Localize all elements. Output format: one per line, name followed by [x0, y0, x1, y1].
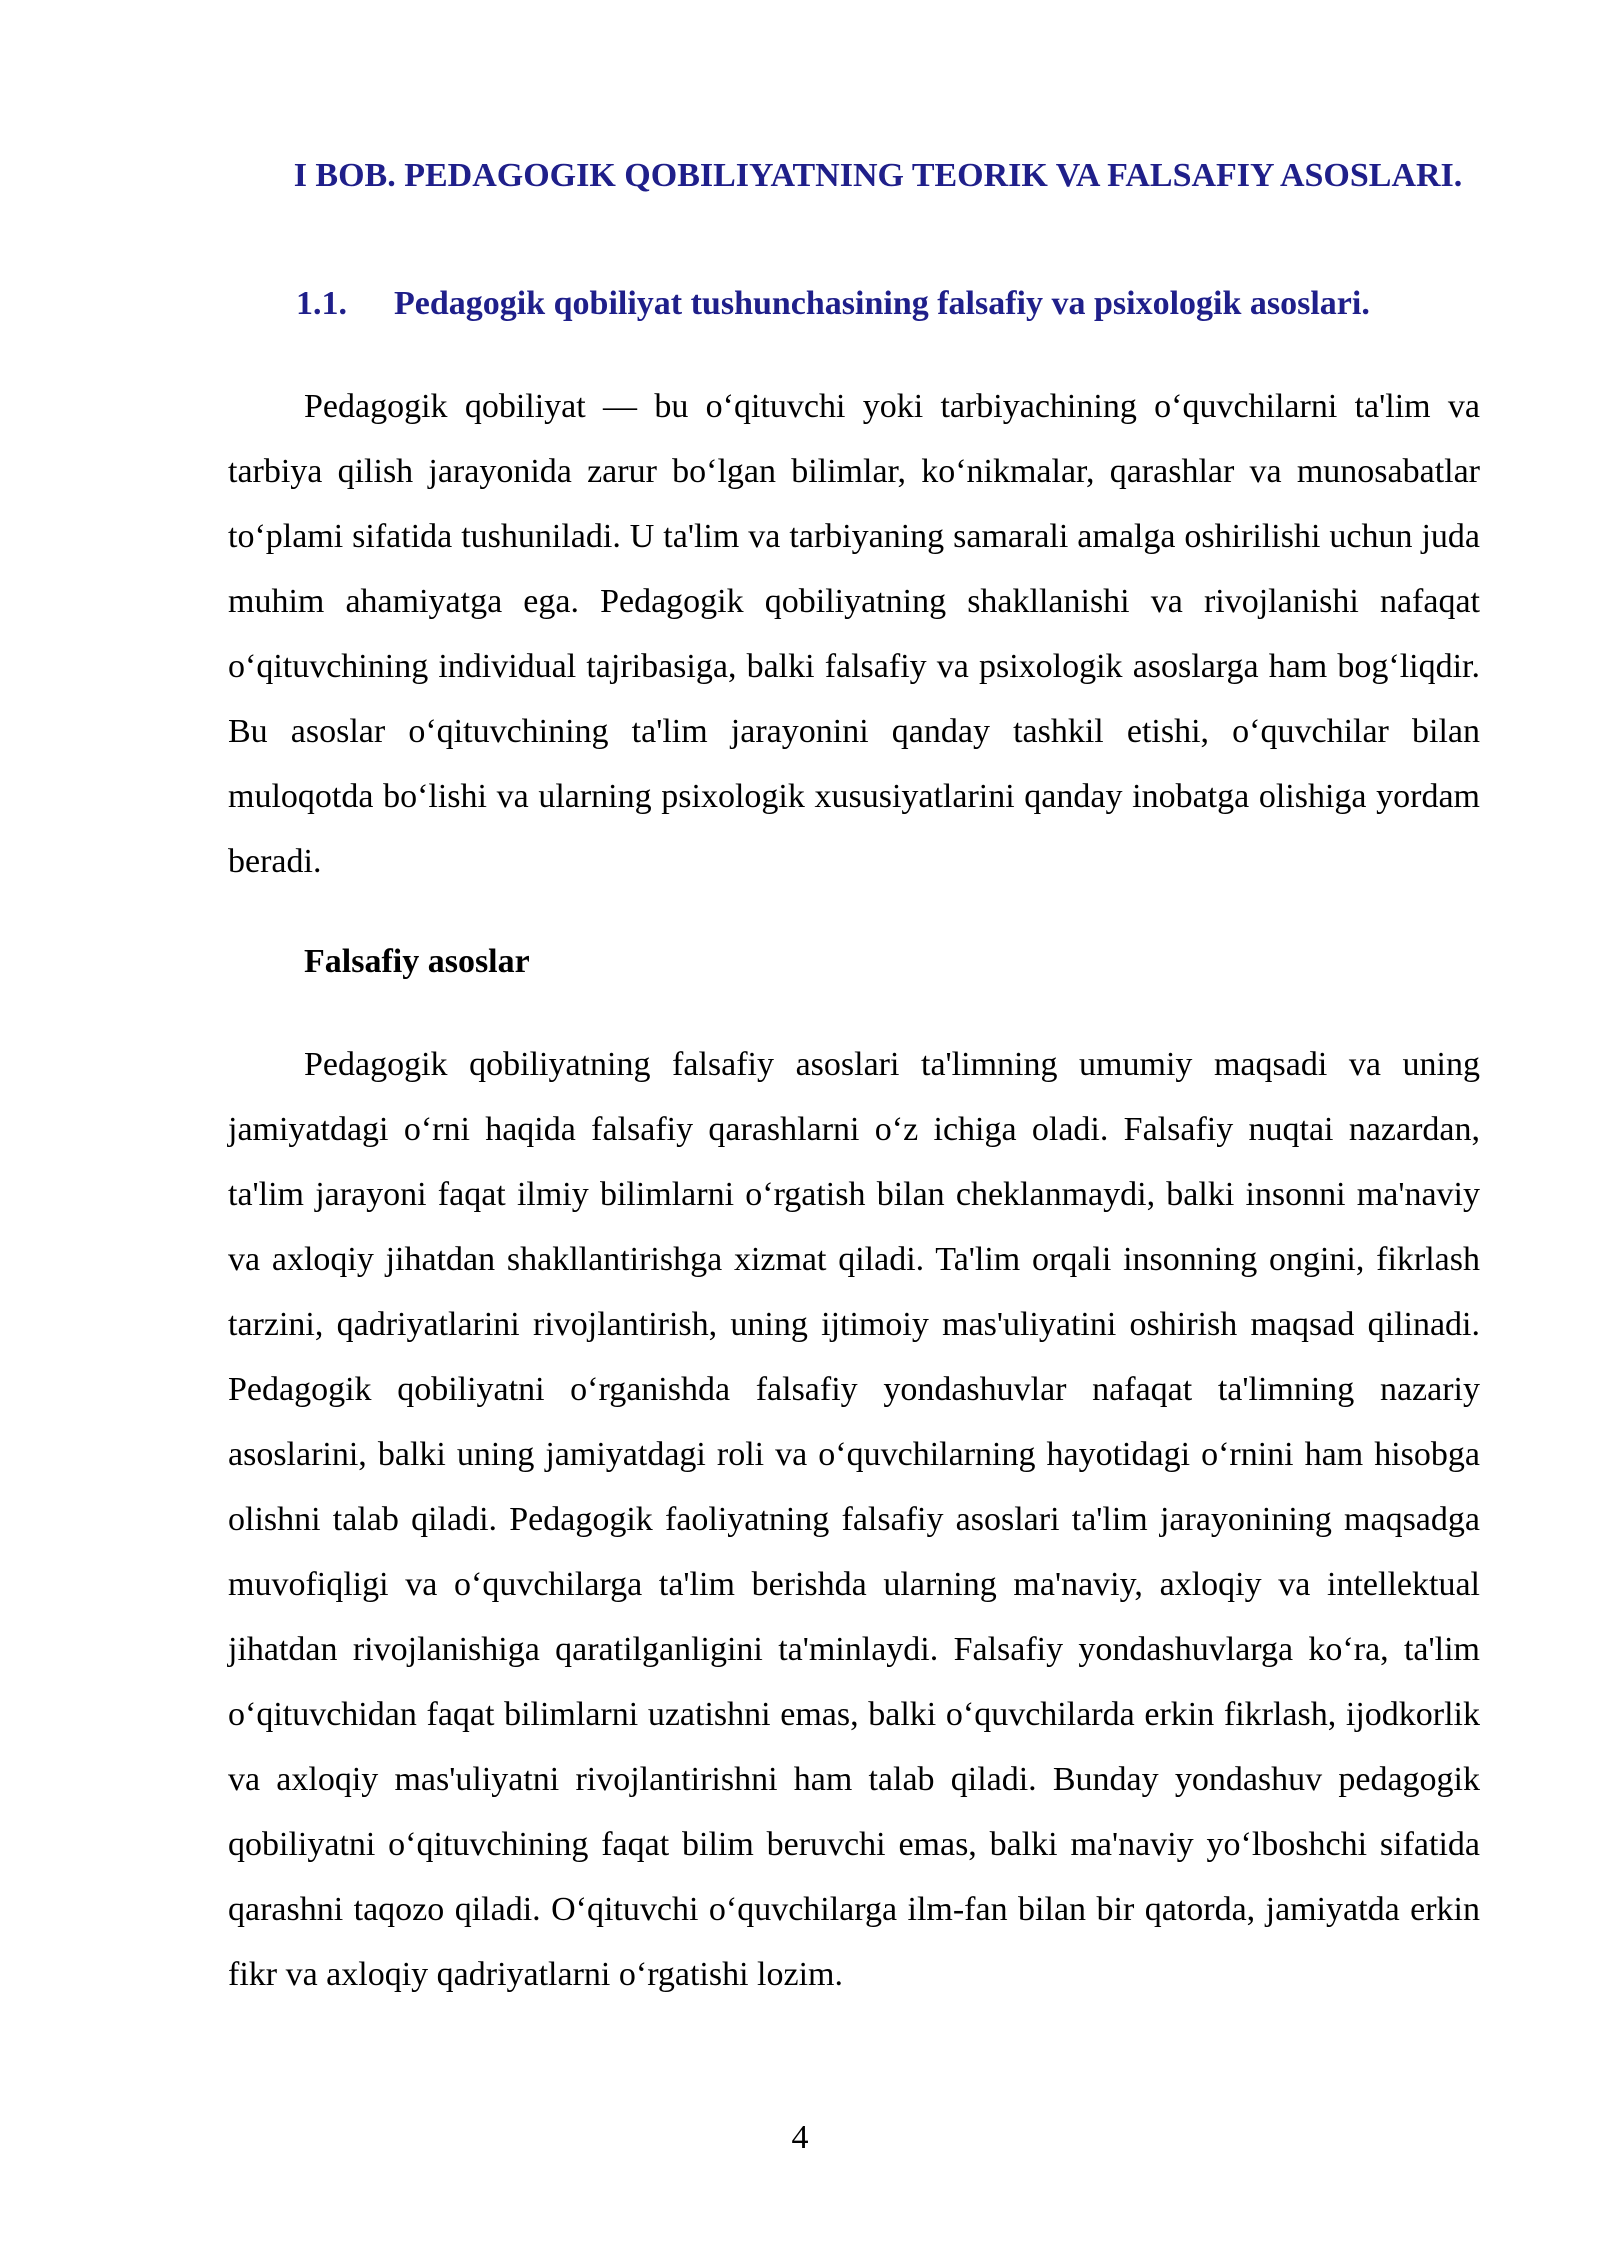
paragraph-intro: Pedagogik qobiliyat — bu o‘qituvchi yoki tarbiyachining o‘quvchilarni ta'lim va tarbiya qilish jarayonida zarur bo‘lgan bilimlar, ko‘nikmalar, qarashlar va munosabatlar to‘plami sifatida tushuniladi. U ta'lim va tarbiyaning samarali amalga oshirilishi uchun juda muhim ahamiyatga ega. Pedagogik qobiliyatning shakllanishi va rivojlanishi nafaqat o‘qituvchining individual tajribasiga, balki falsafiy va psixologik asoslarga ham bog‘liqdir. Bu asoslar o‘qituvchining ta'lim jarayonini qanday tashkil etishi, o‘quvchilar bilan muloqotda bo‘lishi va ularning psixologik xususiyatlarini qanday inobatga olishiga yordam beradi.: [228, 388, 1480, 880]
page-number: 4: [791, 2119, 809, 2156]
chapter-title: I BOB. PEDAGOGIK QOBILIYATNING TEORIK VA FALSAFIY ASOSLARI.: [293, 157, 1463, 194]
subheading-falsafiy-asoslar: Falsafiy asoslar: [304, 943, 530, 980]
paragraph-falsafiy: Pedagogik qobiliyatning falsafiy asoslari ta'limning umumiy maqsadi va uning jamiyatdagi o‘rni haqida falsafiy qarashlarni o‘z ichiga oladi. Falsafiy nuqtai nazardan, ta'lim jarayoni faqat ilmiy bilimlarni o‘rgatish bilan cheklanmaydi, balki insonni ma'naviy va axloqiy jihatdan shakllantirishga xizmat qiladi. Ta'lim orqali insonning ongini, fikrlash tarzini, qadriyatlarini rivojlantirish, uning ijtimoiy mas'uliyatini oshirish maqsad qilinadi. Pedagogik qobiliyatni o‘rganishda falsafiy yondashuvlar nafaqat ta'limning nazariy asoslarini, balki uning jamiyatdagi roli va o‘quvchilarning hayotidagi o‘rnini ham hisobga olishni talab qiladi. Pedagogik faoliyatning falsafiy asoslari ta'lim jarayonining maqsadga muvofiqligi va o‘quvchilarga ta'lim berishda ularning ma'naviy, axloqiy va intellektual jihatdan rivojlanishiga qaratilganligini ta'minlaydi. Falsafiy yondashuvlarga ko‘ra, ta'lim o‘qituvchidan faqat bilimlarni uzatishni emas, balki o‘quvchilarda erkin fikrlash, ijodkorlik va axloqiy mas'uliyatni rivojlantirishni ham talab qiladi. Bunday yondashuv pedagogik qobiliyatni o‘qituvchining faqat bilim beruvchi emas, balki ma'naviy yo‘lboshchi sifatida qarashni taqozo qiladi. O‘qituvchi o‘quvchilarga ilm-fan bilan bir qatorda, jamiyatda erkin fikr va axloqiy qadriyatlarni o‘rgatishi lozim.: [228, 1046, 1480, 1993]
section-number: 1.1.: [296, 285, 347, 322]
section-heading: [296, 272, 1370, 336]
section-title: Pedagogik qobiliyat tushunchasining falsafiy va psixologik asoslari.: [394, 285, 1370, 322]
